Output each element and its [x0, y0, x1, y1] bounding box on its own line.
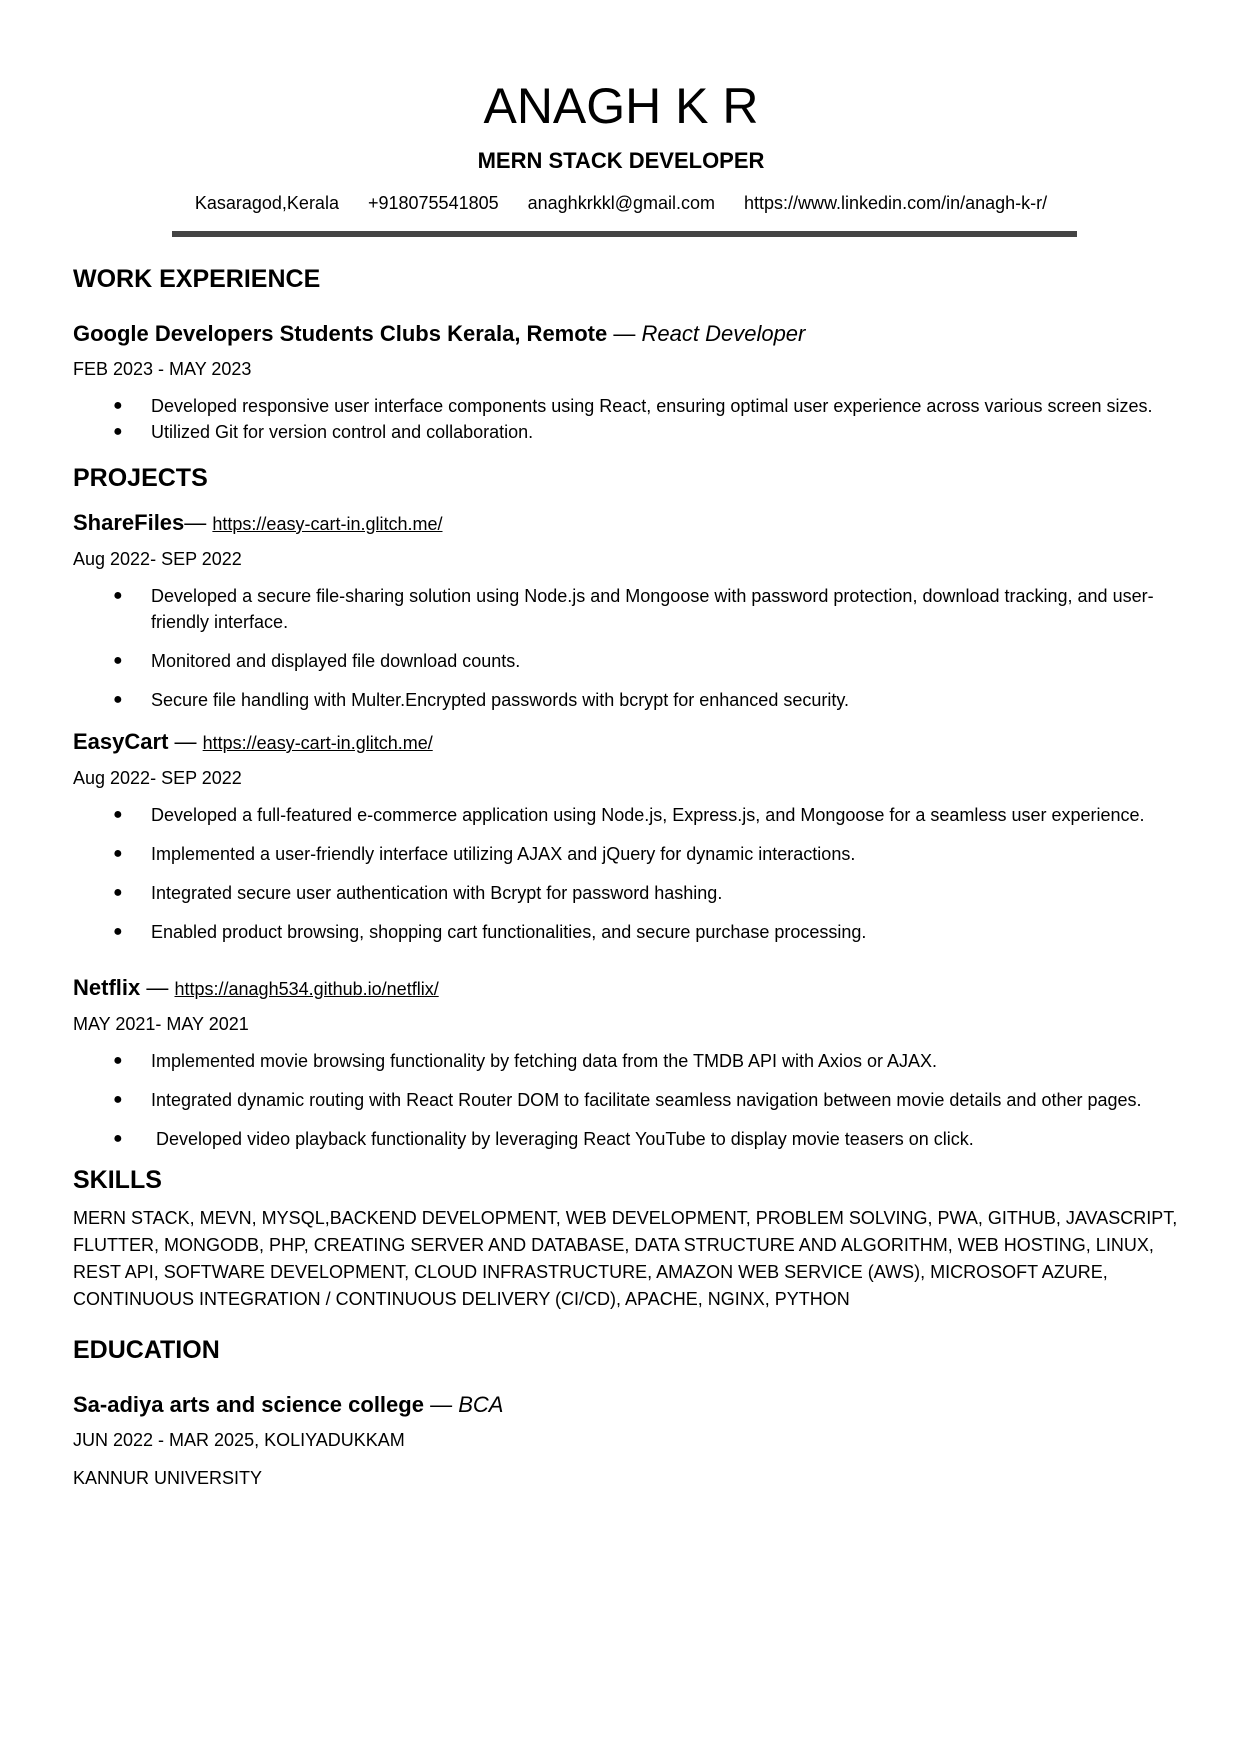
projects-heading: PROJECTS [73, 464, 208, 492]
list-item: ● Monitored and displayed file download counts. [73, 648, 1183, 674]
bullet-icon: ● [113, 423, 123, 440]
work-date: FEB 2023 - MAY 2023 [73, 359, 252, 379]
resume-body [73, 264, 1183, 1489]
bullet-icon: ● [113, 806, 123, 823]
education-date: JUN 2022 - MAR 2025, KOLIYADUKKAM [73, 1430, 405, 1450]
header-divider [172, 231, 1077, 237]
contact-location: Kasaragod,Kerala [194, 193, 339, 213]
work-company: Google Developers Students Clubs Kerala, Remote [73, 321, 608, 346]
skills-heading: SKILLS [73, 1166, 162, 1194]
project-header-netflix [73, 974, 1183, 1003]
dash-separator: — [146, 975, 169, 1000]
list-item: ● Integrated secure user authentication with Bcrypt for password hashing. [73, 880, 1183, 906]
dash-separator: — [430, 1392, 453, 1417]
project-name: ShareFiles [73, 510, 185, 535]
work-bullets [73, 393, 1183, 445]
list-item: ● Secure file handling with Multer.Encrypted passwords with bcrypt for enhanced security. [73, 687, 1183, 713]
dash-separator: — [613, 321, 636, 346]
bullet-icon: ● [113, 652, 123, 669]
project-header-sharefiles [73, 509, 1183, 538]
list-item: ● Implemented a user-friendly interface utilizing AJAX and jQuery for dynamic interactions. [73, 841, 1183, 867]
candidate-name: ANAGH K R [483, 78, 759, 134]
list-item: ● Implemented movie browsing functionality by fetching data from the TMDB API with Axios or AJAX. [73, 1048, 1183, 1074]
education-heading: EDUCATION [73, 1336, 220, 1364]
project-bullets [73, 583, 1183, 713]
list-item: ● Developed responsive user interface components using React, ensuring optimal user experience across various screen sizes. [73, 393, 1183, 419]
contact-linkedin[interactable]: https://www.linkedin.com/in/anagh-k-r/ [744, 193, 1048, 213]
list-item: ● Utilized Git for version control and collaboration. [73, 419, 1183, 445]
bullet-icon: ● [113, 587, 123, 604]
project-bullets [73, 802, 1183, 945]
bullet-icon: ● [113, 1052, 123, 1069]
contact-line [0, 192, 1242, 214]
dash-separator: — [184, 510, 207, 535]
list-item: ● Enabled product browsing, shopping cart functionalities, and secure purchase processing. [73, 919, 1183, 945]
bullet-icon: ● [113, 845, 123, 862]
contact-phone: +918075541805 [367, 193, 499, 213]
dash-separator: — [174, 729, 197, 754]
bullet-icon: ● [113, 884, 123, 901]
bullet-icon: ● [113, 1091, 123, 1108]
candidate-title: MERN STACK DEVELOPER [477, 148, 765, 173]
project-name: EasyCart [73, 729, 169, 754]
education-degree: BCA [458, 1392, 504, 1417]
project-date: Aug 2022- SEP 2022 [73, 549, 242, 569]
work-role: React Developer [641, 321, 806, 346]
contact-email[interactable]: anaghkrkkl@gmail.com [527, 193, 715, 213]
project-date: MAY 2021- MAY 2021 [73, 1014, 249, 1034]
bullet-icon: ● [113, 691, 123, 708]
work-experience-heading: WORK EXPERIENCE [73, 265, 321, 293]
bullet-icon: ● [113, 1130, 123, 1147]
project-date: Aug 2022- SEP 2022 [73, 768, 242, 788]
project-link[interactable]: https://easy-cart-in.glitch.me/ [202, 733, 433, 753]
work-entry-header [73, 320, 1183, 348]
skills-list: MERN STACK, MEVN, MYSQL,BACKEND DEVELOPMENT, WEB DEVELOPMENT, PROBLEM SOLVING, PWA, GITHUB, JAVASCRIPT, FLUTTER, MONGODB, PHP, CREATING SERVER AND DATABASE, DATA STRUCTURE AND ALGORITHM, WEB HOSTING, LINUX, REST API, SOFTWARE DEVELOPMENT, CLOUD INFRASTRUCTURE, AMAZON WEB SERVICE (AWS), MICROSOFT AZURE, CONTINUOUS INTEGRATION / CONTINUOUS DELIVERY (CI/CD), APACHE, NGINX, PYTHON [73, 1208, 1178, 1309]
education-university: KANNUR UNIVERSITY [73, 1468, 263, 1488]
list-item: ● Integrated dynamic routing with React Router DOM to facilitate seamless navigation between movie details and other pages. [73, 1087, 1183, 1113]
education-entry-header [73, 1391, 1183, 1419]
list-item: ● Developed video playback functionality by leveraging React YouTube to display movie teasers on click. [73, 1126, 1183, 1152]
bullet-icon: ● [113, 923, 123, 940]
project-name: Netflix [73, 975, 141, 1000]
list-item: ● Developed a full-featured e-commerce application using Node.js, Express.js, and Mongoose for a seamless user experience. [73, 802, 1183, 828]
project-link[interactable]: https://anagh534.github.io/netflix/ [174, 979, 439, 999]
project-bullets [73, 1048, 1183, 1152]
education-school: Sa-adiya arts and science college [73, 1392, 424, 1417]
bullet-icon: ● [113, 397, 123, 414]
project-link[interactable]: https://easy-cart-in.glitch.me/ [212, 514, 443, 534]
project-header-easycart [73, 728, 1183, 757]
list-item: ● Developed a secure file-sharing solution using Node.js and Mongoose with password protection, download tracking, and user-friendly interface. [73, 583, 1183, 635]
